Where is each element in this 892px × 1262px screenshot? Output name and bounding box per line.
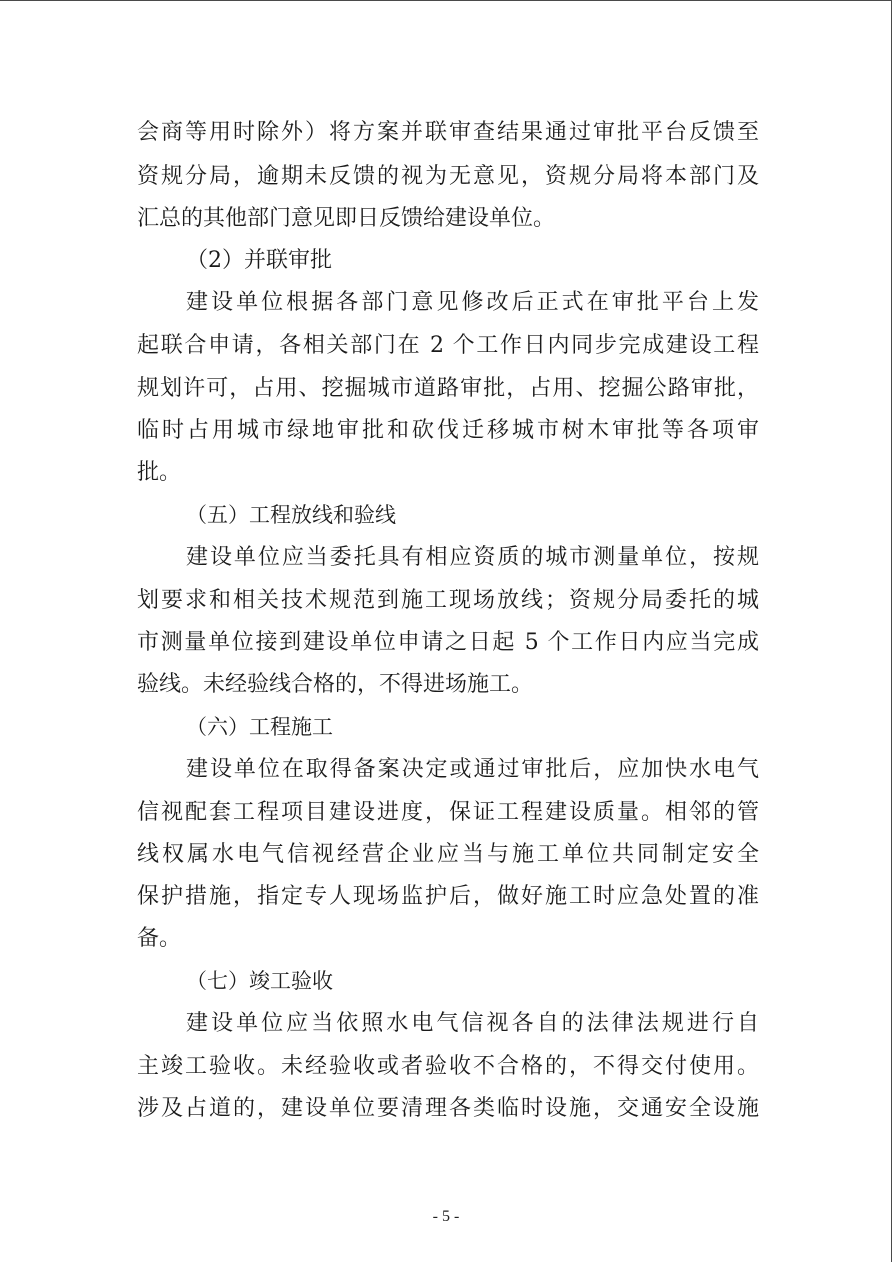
paragraph-line: 主竣工验收。未经验收或者验收不合格的，不得交付使用。: [137, 1054, 759, 1079]
section-heading: （2）并联审批: [186, 248, 332, 273]
paragraph-line: 汇总的其他部门意见即日反馈给建设单位。: [137, 206, 556, 231]
paragraph-line: 会商等用时除外）将方案并联审查结果通过审批平台反馈至: [137, 120, 759, 145]
paragraph-line: 备。: [137, 926, 182, 951]
paragraph-line: 验线。未经验线合格的，不得进场施工。: [137, 672, 534, 697]
paragraph-line: 建设单位在取得备案决定或通过审批后，应加快水电气: [186, 757, 759, 782]
paragraph-line: 线权属水电气信视经营企业应当与施工单位共同制定安全: [137, 842, 759, 867]
section-heading: （六）工程施工: [186, 715, 333, 739]
paragraph-line: 市测量单位接到建设单位申请之日起 5 个工作日内应当完成: [137, 630, 759, 655]
paragraph-line: 资规分局，逾期未反馈的视为无意见，资规分局将本部门及: [137, 164, 759, 189]
paragraph-line: 保护措施，指定专人现场监护后，做好施工时应急处置的准: [137, 884, 759, 909]
paragraph-line: 建设单位应当依照水电气信视各自的法律法规进行自: [186, 1011, 759, 1036]
page-number: - 5 -: [432, 1208, 460, 1225]
paragraph-line: 起联合申请，各相关部门在 2 个工作日内同步完成建设工程: [137, 333, 759, 358]
paragraph-line: 批。: [137, 460, 182, 485]
paragraph-line: 临时占用城市绿地审批和砍伐迁移城市树木审批等各项审: [137, 418, 759, 443]
paragraph-line: 划要求和相关技术规范到施工现场放线；资规分局委托的城: [137, 588, 759, 613]
paragraph-line: 建设单位根据各部门意见修改后正式在审批平台上发: [186, 290, 759, 315]
paragraph-line: 涉及占道的，建设单位要清理各类临时设施，交通安全设施: [137, 1096, 759, 1121]
paragraph-line: 信视配套工程项目建设进度，保证工程建设质量。相邻的管: [137, 800, 759, 825]
section-heading: （五）工程放线和验线: [186, 503, 396, 527]
section-heading: （七）竣工验收: [186, 969, 333, 993]
paragraph-line: 规划许可，占用、挖掘城市道路审批，占用、挖掘公路审批，: [137, 376, 759, 401]
paragraph-line: 建设单位应当委托具有相应资质的城市测量单位，按规: [186, 545, 759, 570]
